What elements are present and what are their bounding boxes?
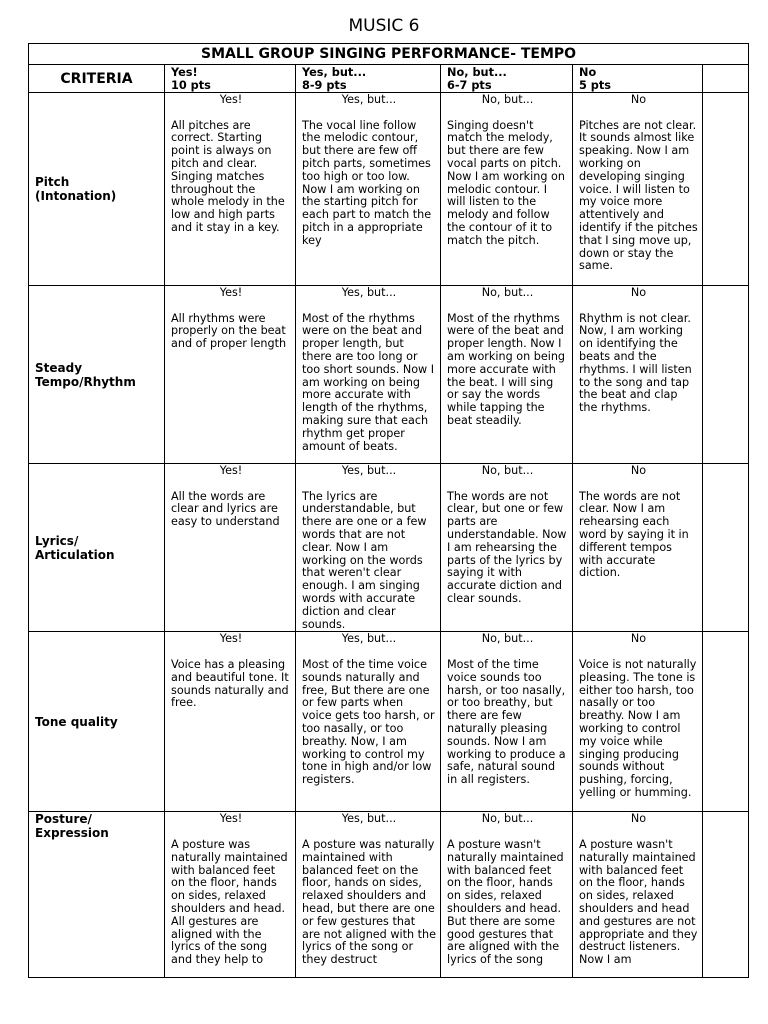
criterion-cell [29, 286, 165, 464]
rating-description: All the words are clear and lyrics are easy to understand [171, 489, 280, 529]
column-points: 8-9 pts [302, 79, 347, 92]
rating-level: Yes! [219, 632, 243, 646]
rating-description: Voice has a pleasing and beautiful tone. It sounds naturally and free. [171, 657, 289, 710]
rating-level: Yes! [219, 93, 243, 106]
rating-description: Most of the time voice sounds naturally and free, But there are one or few parts when voice gets too harsh, or too nasally, or too breathy. Now, I am working to control my tone in high and/or low registers. [302, 657, 435, 787]
criterion-line: Posture/ [35, 812, 92, 827]
rating-description: Singing doesn't match the melody, but there are few vocal parts on pitch. Now I am working on melodic contour. I will listen to the melody and follow the contour of it to match the pitch. [447, 118, 565, 247]
page-title: MUSIC 6 [348, 16, 420, 36]
rating-cell [441, 812, 573, 978]
rating-cell [165, 286, 296, 464]
rating-level: No, but... [481, 812, 534, 826]
criterion-line: Expression [35, 826, 109, 841]
column-label: Yes! [171, 66, 198, 79]
criterion-cell [29, 812, 165, 978]
rating-level: No [630, 464, 647, 477]
rating-cell [441, 464, 573, 632]
rating-level: No, but... [481, 632, 534, 646]
criteria-header: CRITERIA [29, 65, 165, 93]
table-row [29, 812, 749, 978]
criterion-cell [29, 632, 165, 812]
rating-cell [573, 286, 703, 464]
rating-description: A posture was naturally maintained with balanced feet on the floor, hands on sides, relaxed shoulders and head, but there are one or few gestures that are not aligned with the lyrics of the song or they destruct [302, 837, 436, 967]
rating-level: No [630, 286, 647, 299]
rating-description: A posture wasn't naturally maintained with balanced feet on the floor, hands on sides, relaxed shoulders and head. But there are some good gestures that are aligned with the lyrics of the song [447, 837, 564, 967]
column-label: No, but... [447, 66, 507, 79]
criterion-line: Tone quality [35, 714, 118, 729]
blank-cell [703, 632, 749, 812]
column-header-no-but [441, 65, 573, 93]
rating-cell [296, 286, 441, 464]
rating-cell [441, 286, 573, 464]
table-row [29, 286, 749, 464]
rating-level: No [630, 93, 647, 106]
rating-cell [296, 93, 441, 286]
blank-cell [703, 93, 749, 286]
rating-description: Most of the time voice sounds too harsh, or too nasally, or too breathy, but there are few naturally pleasing sounds. Now I am working to produce a safe, natural sound in all registers. [447, 657, 566, 787]
rating-level: Yes! [219, 812, 243, 826]
rating-description: A posture was naturally maintained with balanced feet on the floor, hands on sides, relaxed shoulders and head. All gestures are aligned with the lyrics of the song and they help to [171, 837, 288, 967]
criterion-line: Lyrics/ [35, 533, 79, 548]
rating-description: The words are not clear, but one or few parts are understandable. Now I am rehearsing the parts of the lyrics by saying it with accurate diction and clear sounds. [447, 489, 567, 605]
blank-header-cell [703, 65, 749, 93]
rating-level: Yes! [219, 286, 243, 299]
criterion-cell [29, 93, 165, 286]
rating-level: No [630, 812, 647, 826]
rating-level: Yes, but... [341, 812, 397, 826]
rating-description: The words are not clear. Now I am rehearsing each word by saying it in different tempos with accurate diction. [579, 489, 689, 580]
blank-cell [703, 464, 749, 632]
rating-cell [573, 464, 703, 632]
rating-level: No [630, 632, 647, 646]
rating-description: Pitches are not clear. It sounds almost like speaking. Now I am working on developing singing voice. I will listen to my voice more attentively and identify if the pitches that I sing move up, down or stay the same. [579, 118, 698, 273]
rating-description: Most of the rhythms were of the beat and proper length. Now I am working on being more accurate with the beat. I will sing or say the words while tapping the beat steadily. [447, 311, 566, 427]
criterion-line: (Intonation) [35, 189, 117, 203]
column-label: No [579, 66, 597, 79]
rating-level: Yes! [219, 464, 243, 477]
rating-cell [573, 812, 703, 978]
rating-cell [165, 632, 296, 812]
rating-level: Yes, but... [341, 632, 397, 646]
column-header-yes [165, 65, 296, 93]
blank-cell [703, 812, 749, 978]
criterion-cell [29, 464, 165, 632]
rating-cell [296, 812, 441, 978]
table-row [29, 632, 749, 812]
rating-cell [441, 93, 573, 286]
rating-description: The vocal line follow the melodic contour, but there are few off pitch parts, sometimes too high or too low. Now I am working on the starting pitch for each part to match the pitch in a appropriate key [302, 118, 432, 247]
rating-cell [165, 464, 296, 632]
rating-level: Yes, but... [341, 464, 397, 477]
rubric-table [28, 43, 749, 978]
rating-cell [573, 632, 703, 812]
rating-level: No, but... [481, 93, 534, 106]
rating-description: All rhythms were properly on the beat and of proper length [171, 311, 287, 351]
rating-description: Rhythm is not clear. Now, I am working on identifying the beats and the rhythms. I will listen to the song and tap the beat and clap the rhythms. [579, 311, 692, 415]
column-points: 6-7 pts [447, 79, 492, 92]
rating-description: Most of the rhythms were on the beat and proper length, but there are too long or too short sounds. Now I am working on being more accurate with length of the rhythms, making sure that each rhythm get proper amount of beats. [302, 311, 435, 453]
table-title: SMALL GROUP SINGING PERFORMANCE- TEMPO [29, 44, 749, 65]
column-points: 10 pts [171, 79, 211, 92]
blank-cell [703, 286, 749, 464]
criterion-line: Articulation [35, 547, 115, 562]
rating-description: A posture wasn't naturally maintained with balanced feet on the floor, hands on sides, relaxed shoulders and head and gestures are not appropriate and they destruct listeners. Now I am [579, 837, 698, 967]
rating-level: Yes, but... [341, 286, 397, 299]
table-row [29, 93, 749, 286]
rating-cell [441, 632, 573, 812]
rating-cell [573, 93, 703, 286]
rating-cell [165, 93, 296, 286]
table-row [29, 464, 749, 632]
rating-level: No, but... [481, 464, 534, 477]
rating-description: The lyrics are understandable, but there are one or a few words that are not clear. Now I am working on the words that weren't clear enough. I am singing words with accurate diction and clear sounds. [302, 489, 427, 631]
column-header-no [573, 65, 703, 93]
criterion-line: Steady [35, 360, 83, 375]
rating-level: No, but... [481, 286, 534, 299]
rating-description: All pitches are correct. Starting point is always on pitch and clear. Singing matches throughout the whole melody in the low and high parts and it stay in a key. [171, 118, 285, 234]
rating-cell [296, 632, 441, 812]
criterion-line: Pitch [35, 175, 70, 189]
criterion-line: Tempo/Rhythm [35, 374, 136, 389]
rating-level: Yes, but... [341, 93, 397, 106]
column-label: Yes, but... [302, 66, 367, 79]
rating-cell [296, 464, 441, 632]
column-header-yes-but [296, 65, 441, 93]
rating-description: Voice is not naturally pleasing. The tone is either too harsh, too nasally or too breathy. Now I am working to control my voice while singing producing sounds without pushing, forcing, yelling or humming. [579, 657, 697, 799]
column-points: 5 pts [579, 79, 612, 92]
rating-cell [165, 812, 296, 978]
